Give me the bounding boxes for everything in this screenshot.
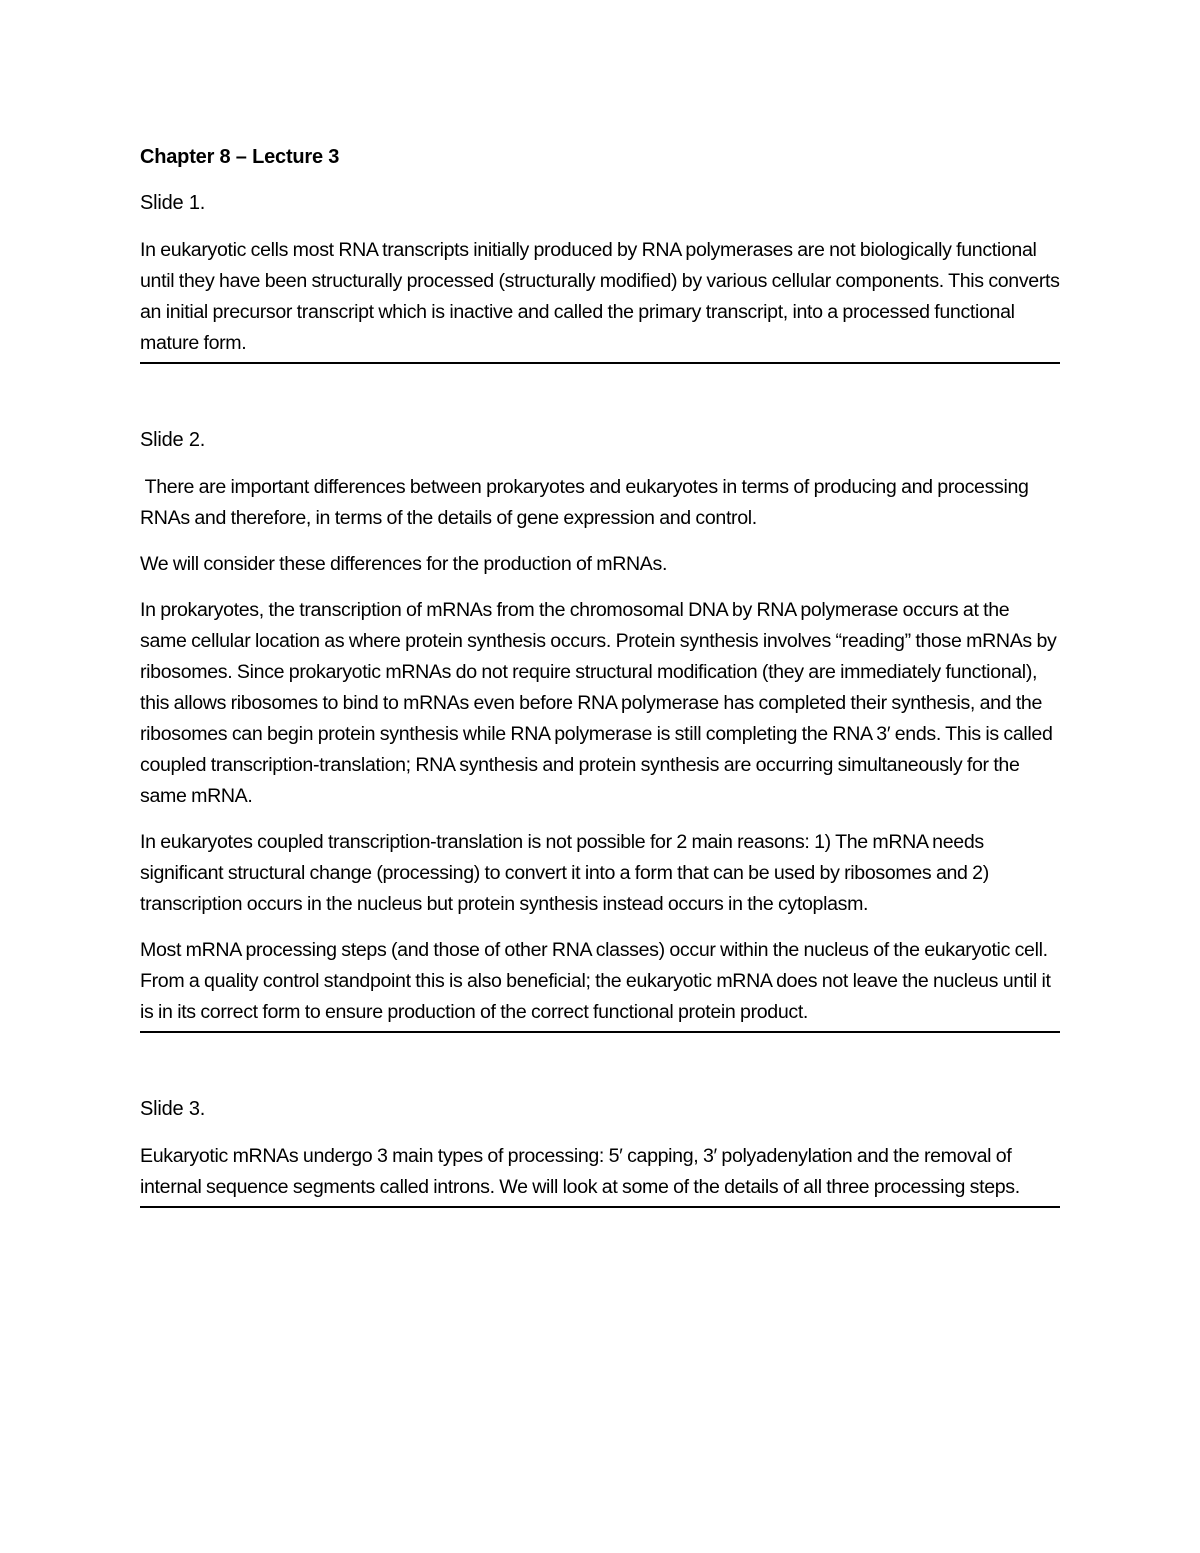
slide-2-paragraph: We will consider these differences for the production of mRNAs. (140, 553, 668, 575)
slide-2-paragraph: In eukaryotes coupled transcription-translation is not possible for 2 main reasons: 1) The mRNA needs significant structural change (processing) to convert it into a form that can be used by ribosomes and 2) transcription occurs in the nucleus but protein synthesis instead occurs in the cytoplasm. (140, 831, 989, 915)
slide-1-label: Slide 1. (140, 192, 206, 214)
section-divider (140, 1206, 1060, 1208)
document-title: Chapter 8 – Lecture 3 (140, 146, 340, 168)
slide-3-section (140, 1095, 1060, 1208)
document-page (140, 143, 1060, 1208)
slide-1-section (140, 189, 1060, 364)
slide-2-section (140, 426, 1060, 1033)
slide-1-paragraph: In eukaryotic cells most RNA transcripts initially produced by RNA polymerases are not biologically functional until they have been structurally processed (structurally modified) by various cellular components. This converts an initial precursor transcript which is inactive and called the primary transcript, into a processed functional mature form. (140, 239, 1060, 354)
slide-3-label: Slide 3. (140, 1098, 206, 1120)
slide-2-paragraph: In prokaryotes, the transcription of mRNAs from the chromosomal DNA by RNA polymerase occurs at the same cellular location as where protein synthesis occurs. Protein synthesis involves “reading” those mRNAs by ribosomes. Since prokaryotic mRNAs do not require structural modification (they are immediately functional), this allows ribosomes to bind to mRNAs even before RNA polymerase has completed their synthesis, and the ribosomes can begin protein synthesis while RNA polymerase is still completing the RNA 3′ ends. This is called coupled transcription-translation; RNA synthesis and protein synthesis are occurring simultaneously for the same mRNA. (140, 599, 1057, 807)
slide-2-paragraph: Most mRNA processing steps (and those of other RNA classes) occur within the nucleus of the eukaryotic cell. From a quality control standpoint this is also beneficial; the eukaryotic mRNA does not leave the nucleus until it is in its correct form to ensure production of the correct functional protein product. (140, 939, 1051, 1023)
slide-3-paragraph: Eukaryotic mRNAs undergo 3 main types of processing: 5′ capping, 3′ polyadenylation and the removal of internal sequence segments called introns. We will look at some of the details of all three processing steps. (140, 1145, 1020, 1198)
slide-2-paragraph: There are important differences between prokaryotes and eukaryotes in terms of producing and processing RNAs and therefore, in terms of the details of gene expression and control. (140, 476, 1034, 529)
slide-2-label: Slide 2. (140, 429, 206, 451)
